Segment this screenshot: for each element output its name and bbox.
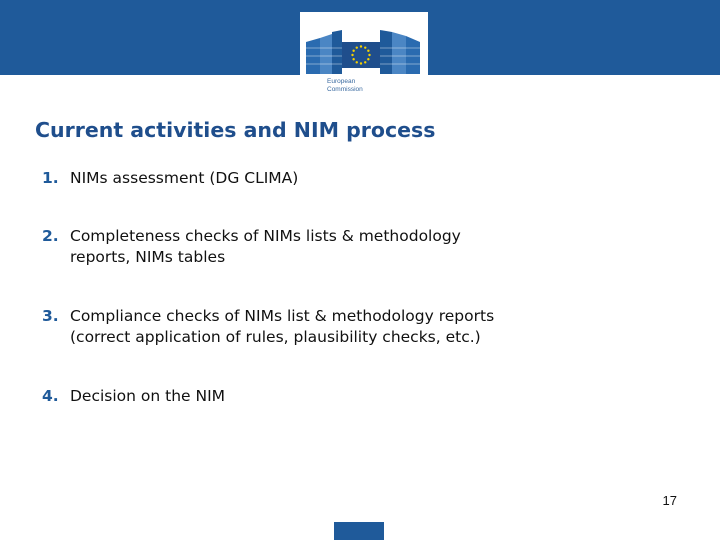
list-item-number: 4. — [42, 387, 59, 405]
eu-star-icon — [356, 61, 358, 63]
list-item-text: NIMs assessment (DG CLIMA) — [70, 169, 299, 187]
list-item — [42, 226, 692, 268]
list-item-number: 3. — [42, 307, 59, 325]
list-item — [42, 168, 692, 189]
list-item-text: Compliance checks of NIMs list & methodology reports (correct application of rules, plausibility checks, etc.) — [70, 307, 495, 346]
eu-star-icon — [352, 58, 354, 60]
eu-star-icon — [352, 50, 354, 52]
eu-star-icon — [360, 45, 362, 47]
eu-star-icon — [360, 62, 362, 64]
eu-star-icon — [356, 46, 358, 48]
logo-text — [327, 78, 407, 94]
eu-star-icon — [364, 61, 366, 63]
eu-star-icon — [367, 58, 369, 60]
list-item-number: 1. — [42, 169, 59, 187]
list-item-text: Completeness checks of NIMs lists & methodology reports, NIMs tables — [70, 227, 461, 266]
european-commission-logo — [300, 12, 428, 98]
eu-star-icon — [367, 50, 369, 52]
eu-star-icon — [368, 54, 370, 56]
eu-star-icon — [351, 54, 353, 56]
page-number: 17 — [662, 493, 677, 508]
list-item — [42, 306, 692, 348]
eu-star-icon — [364, 46, 366, 48]
list-item-number: 2. — [42, 227, 59, 245]
logo-line-commission: Commission — [327, 86, 363, 93]
slide-title: Current activities and NIM process — [35, 118, 436, 142]
list-item-text: Decision on the NIM — [70, 387, 226, 405]
logo-line-european: European — [327, 78, 356, 85]
list-item — [42, 386, 692, 407]
footer-bar — [334, 522, 384, 540]
